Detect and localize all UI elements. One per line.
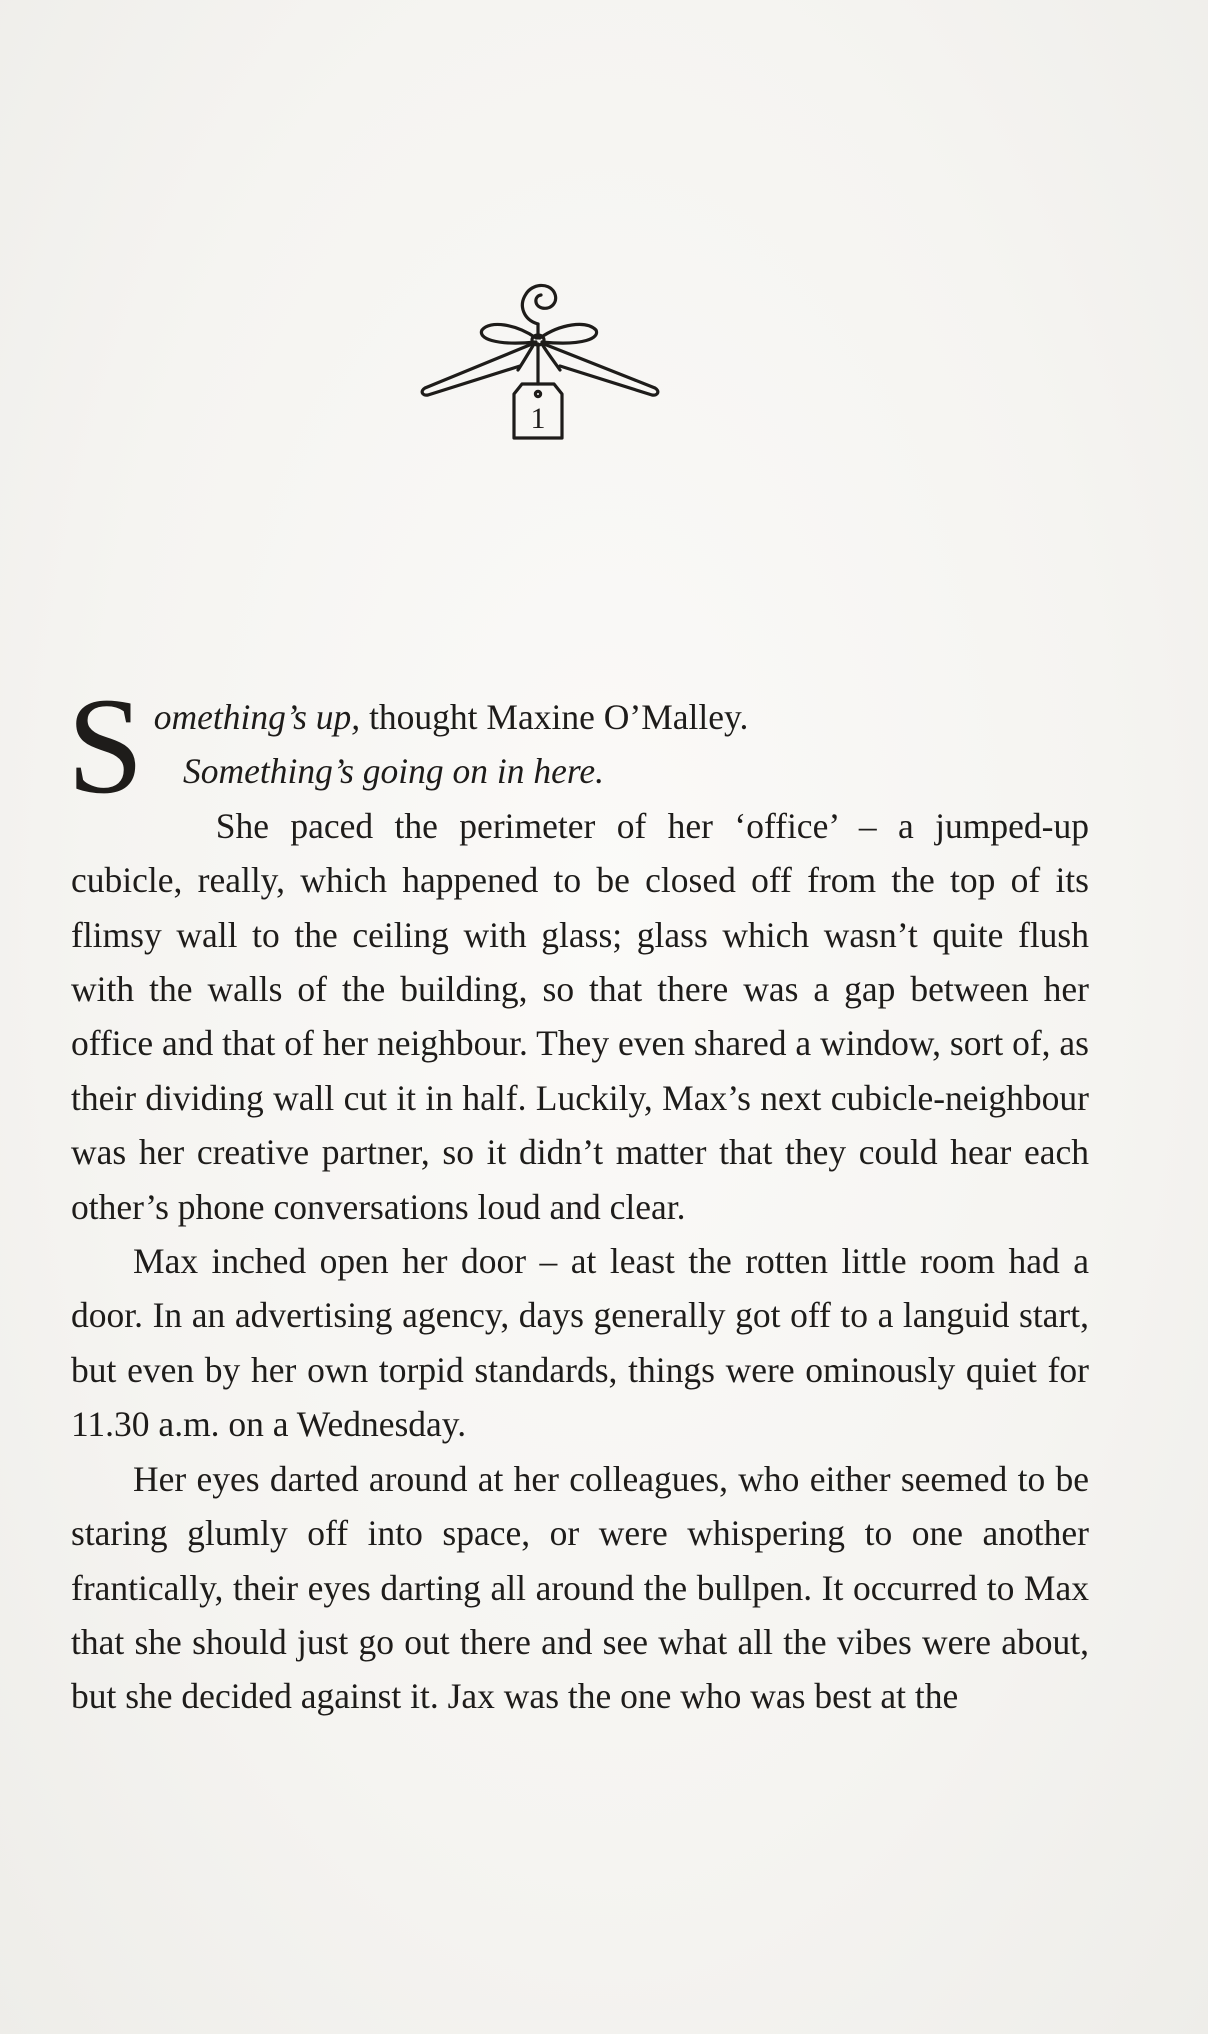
opening-lead-rest: thought Maxine O’Malley. [360,697,749,737]
chapter-text [67,669,1089,1724]
drop-cap: S [67,669,144,822]
clothes-hanger-with-tag-icon [420,238,660,454]
paragraph: Max inched open her door – at least the rotten little room had a door. In an advertising agency, days generally got off to a languid start, but even by her own torpid standards, things were ominously quiet for 11.30 a.m. on a Wednesday. [71,1241,1089,1445]
paragraph: She paced the perimeter of her ‘office’ – a jumped-up cubicle, really, which happened to be closed off from the top of its flimsy wall to the ceiling with glass; glass which wasn’t quite flush with the walls of the building, so that there was a gap between her office and that of her neighbour. They even shared a window, sort of, as their dividing wall cut it in half. Luckily, Max’s next cubicle-neighbour was her creative partner, so it didn’t matter that they could hear each other’s phone conversations loud and clear. [71,805,1089,1227]
opening-italic-second-line: Something’s going on in here. [183,751,605,792]
opening-italic-lead: omething’s up, [153,697,361,737]
opening-paragraph [67,669,1089,822]
paragraph: Her eyes darted around at her colleagues, who either seemed to be staring glumly off into space, or were whispering to one another frantically, their eyes darting all around the bullpen. It occurred to Max that she should just go out there and see what all the vibes were about, but she decided against it. Jax was the one who was best at the [71,1458,1089,1717]
chapter-number: 1 [530,402,546,435]
